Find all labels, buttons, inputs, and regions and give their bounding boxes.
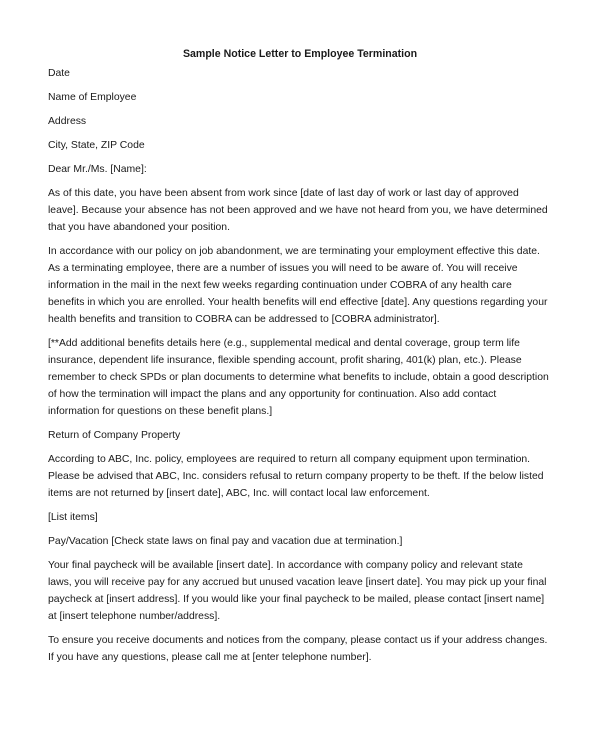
paragraph-line: paycheck at [insert address]. If you would like your final paycheck to be mailed, please contact [insert name]	[48, 594, 545, 605]
paragraph-line: Your final paycheck will be available [insert date]. In accordance with company policy and relevant state	[48, 560, 523, 571]
paragraph-line: at [insert telephone number/address].	[48, 611, 221, 622]
paragraph-line: In accordance with our policy on job abandonment, we are terminating your employment effective this date.	[48, 246, 540, 257]
paragraph-line: Please be advised that ABC, Inc. considers refusal to return company property to be theft. If the below listed	[48, 471, 544, 482]
paragraph-line: remember to check SPDs or plan documents to determine what benefits to include, obtain a good description	[48, 372, 549, 383]
return-property-heading: Return of Company Property	[48, 430, 181, 441]
paragraph-line: According to ABC, Inc. policy, employees are required to return all company equipment upon termination.	[48, 454, 531, 465]
paragraph-line: items are not returned by [insert date], ABC, Inc. will contact local law enforcement.	[48, 488, 430, 499]
paragraph-line: [**Add additional benefits details here (e.g., supplemental medical and dental coverage, group term life	[48, 338, 520, 349]
paragraph-return-property	[48, 451, 558, 502]
paragraph-final-paycheck	[48, 557, 558, 625]
date-field: Date	[48, 68, 70, 79]
paragraph-line: that you have abandoned your position.	[48, 222, 230, 233]
list-items-placeholder: [List items]	[48, 512, 98, 523]
address-field: Address	[48, 116, 87, 127]
paragraph-line: information in the mail in the next few weeks regarding continuation under COBRA of any health care	[48, 280, 512, 291]
paragraph-line: health benefits and transition to COBRA can be addressed to [COBRA administrator].	[48, 314, 440, 325]
paragraph-absence	[48, 185, 558, 236]
paragraph-benefits	[48, 335, 558, 420]
paragraph-line: As of this date, you have been absent from work since [date of last day of work or last day of approved	[48, 188, 519, 199]
paragraph-line: information for questions on these benefit plans.]	[48, 406, 273, 417]
city-state-zip-field: City, State, ZIP Code	[48, 140, 145, 151]
paragraph-line: leave]. Because your absence has not been approved and we have not heard from you, we have determined	[48, 205, 548, 216]
paragraph-termination	[48, 243, 558, 328]
paragraph-line: To ensure you receive documents and notices from the company, please contact us if your address changes.	[48, 635, 548, 646]
paragraph-line: insurance, dependent life insurance, flexible spending account, profit sharing, 401(k) plan, etc.). Please	[48, 355, 522, 366]
salutation: Dear Mr./Ms. [Name]:	[48, 164, 147, 175]
paragraph-line: benefits in which you are enrolled. Your health benefits will end effective [date]. Any questions regarding your	[48, 297, 548, 308]
paragraph-contact	[48, 632, 558, 666]
employee-name-field: Name of Employee	[48, 92, 137, 103]
letter-body	[48, 65, 558, 673]
pay-vacation-heading: Pay/Vacation [Check state laws on final pay and vacation due at termination.]	[48, 536, 403, 547]
paragraph-line: As a terminating employee, there are a number of issues you will need to be aware of. You will receive	[48, 263, 518, 274]
paragraph-line: If you have any questions, please call me at [enter telephone number].	[48, 652, 372, 663]
page-title: Sample Notice Letter to Employee Termination	[182, 48, 418, 60]
paragraph-line: laws, you will receive pay for any accrued but unused vacation leave [insert date]. You may pick up your final	[48, 577, 547, 588]
paragraph-line: of how the termination will impact the plans and any opportunity for continuation. Also add contact	[48, 389, 497, 400]
